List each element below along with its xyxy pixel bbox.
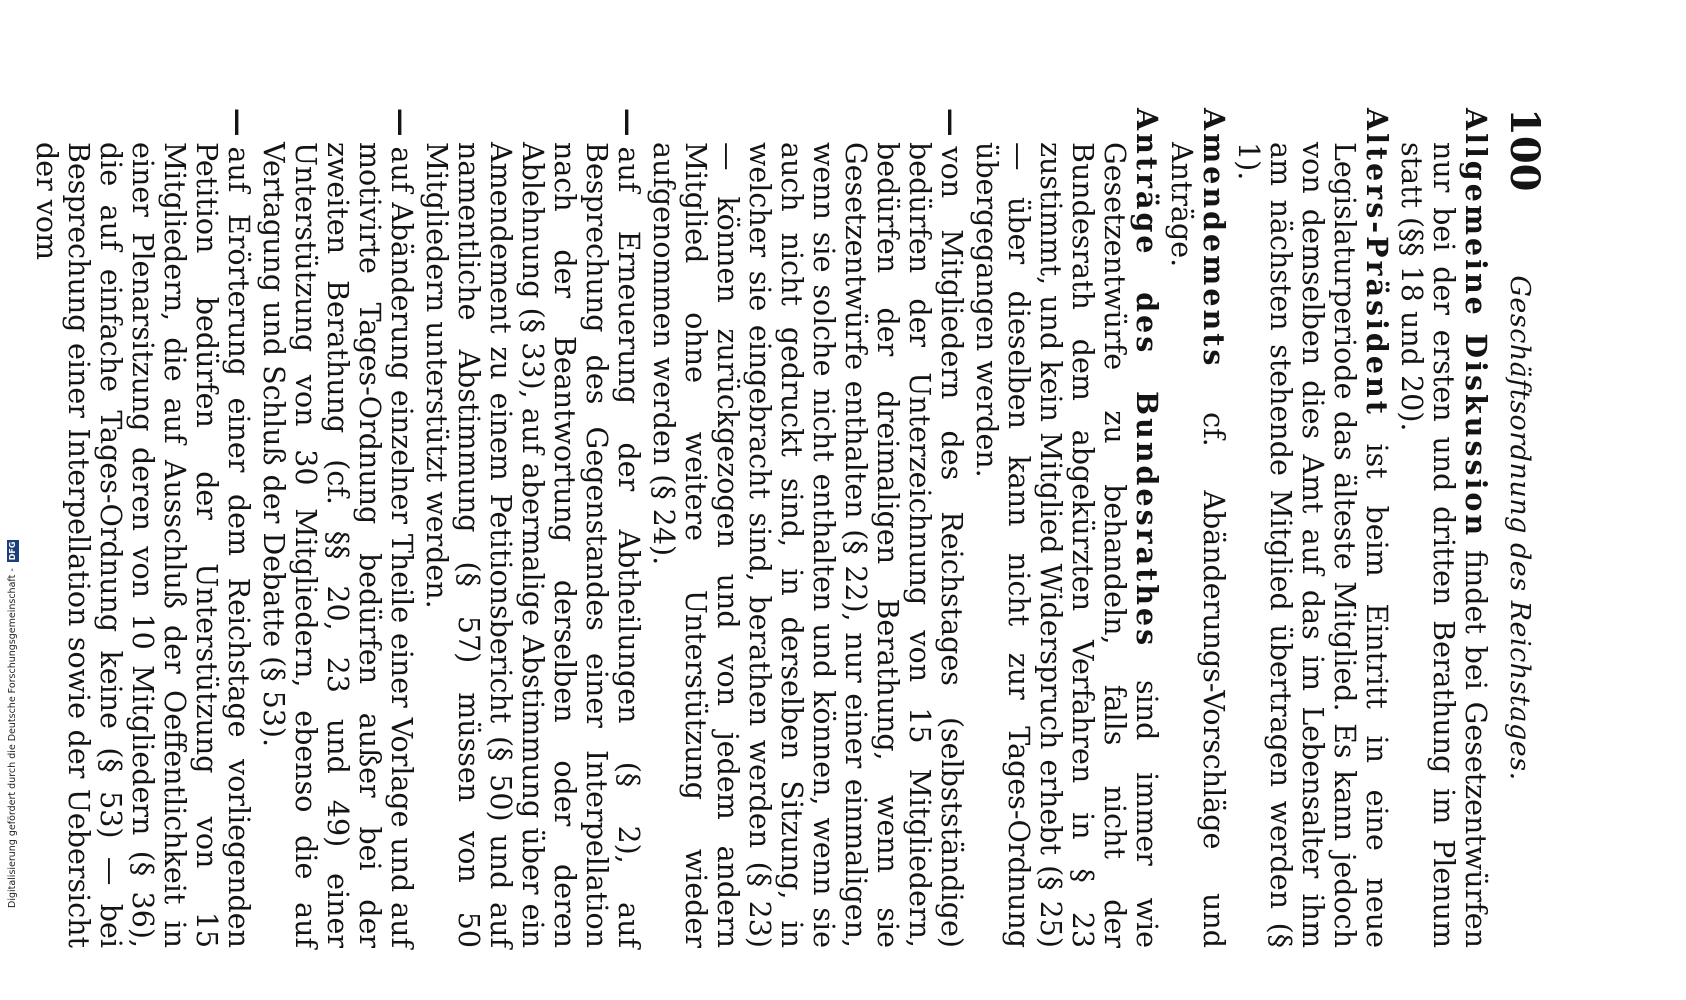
entry-text: von Mitgliedern des Reichstages (selbstständige) bedürfen der Unterzeichnung von 15 Mitgliedern, bedürfen der dreimaligen Berathung, wenn sie Gesetzentwürfe enthalten (§ 22), nur einer einmaligen, wenn sie solche nicht enthalten und können, wenn sie auch nicht gedruckt sind, in derselben Sitzung, in welcher sie eingebracht sind, berathen werden (§ 23) — können zurückgezogen und von jedem andern Mitglied ohne weitere Unterstützung wieder aufgenommen werden (§ 24). <box>647 142 968 948</box>
sub-entry-abaenderung <box>257 108 418 948</box>
digitization-credit <box>6 541 20 908</box>
dash-mark: — <box>222 108 256 137</box>
dash-mark: — <box>612 108 646 137</box>
entry-list <box>30 108 1492 948</box>
entry-antraege-bundesrathes <box>970 108 1163 948</box>
dash-mark: — <box>935 108 969 137</box>
entry-text: findet bei Gesetzentwürfen nur bei der ersten und dritten Berathung im Plenum statt (§§ 18 und 20). <box>1395 142 1492 949</box>
entry-text: cf. Abänderungs-Vorschläge und Anträge. <box>1165 142 1230 948</box>
entry-text: auf Abänderung einzelner Theile einer Vorlage und auf motivirte Tages-Ordnung bedürfen außer bei der zweiten Berathung (cf. §§ 20, 23 und 49) einer Unterstützung von 30 Mitgliedern, ebenso die auf Vertagung und Schluß der Debatte (§ 53). <box>257 142 418 948</box>
entry-alters-praesident <box>1232 108 1393 948</box>
running-head: Geschäftsordnung des Reichstages. <box>1504 275 1535 781</box>
entry-term: Allgemeine Diskussion <box>1459 108 1493 539</box>
entry-allgemeine-diskussion <box>1395 108 1492 948</box>
entry-text: sind immer wie Gesetzentwürfe zu behandeln, falls nicht der Bundesrath dem abgekürzten Verfahren in § 23 zustimmt, und kein Mitglied Widerspruch erhebt (§ 25) — über dieselben kann nicht zur Tages-Ordnung übergegangen werden. <box>970 142 1163 948</box>
entry-amendements <box>1165 108 1230 948</box>
page-header <box>1500 108 1548 948</box>
sub-entry-mitglieder <box>647 108 968 948</box>
dfg-logo: DFG <box>8 541 17 561</box>
entry-term: Alters-Präsident <box>1360 108 1394 417</box>
page-body <box>30 108 1548 949</box>
sub-entry-eroerterung <box>30 108 255 948</box>
credit-text: Digitalisierung gefördert durch die Deutsche Forschungsgemeinschaft - <box>7 568 18 908</box>
dash-mark: — <box>385 108 419 137</box>
entry-text: ist beim Eintritt in eine neue Legislaturperiode das älteste Mitglied. Es kann jedoch von demselben dies Amt auf das im Lebensalter ihm am nächsten stehende Mitglied übertragen werden (§ 1). <box>1232 142 1393 948</box>
entry-text: auf Erörterung einer dem Reichstage vorliegenden Petition bedürfen der Unterstützung von 15 Mitgliedern, die auf Ausschluß der Oeffentlichkeit in einer Plenarsitzung deren von 10 Mitgliedern (§ 36), die auf einfache Tages-Ordnung keine (§ 53) — bei Besprechung einer Interpellation sowie der Uebersicht der vom <box>30 142 255 948</box>
page-number: 100 <box>1501 108 1548 192</box>
entry-term: Anträge des Bundesrathes <box>1130 108 1164 649</box>
sub-entry-erneuerung <box>420 108 645 948</box>
entry-text: auf Erneuerung der Abtheilungen (§ 2), auf Besprechung des Gegenstandes einer Interpellation nach der Beantwortung derselben oder deren Ablehnung (§ 33), auf abermalige Abstimmung über ein Amendement zu einem Petitionsbericht (§ 50) und auf namentliche Abstimmung (§ 57) müssen von 50 Mitgliedern unterstützt werden. <box>420 142 645 948</box>
entry-term: Amendements <box>1197 108 1231 369</box>
